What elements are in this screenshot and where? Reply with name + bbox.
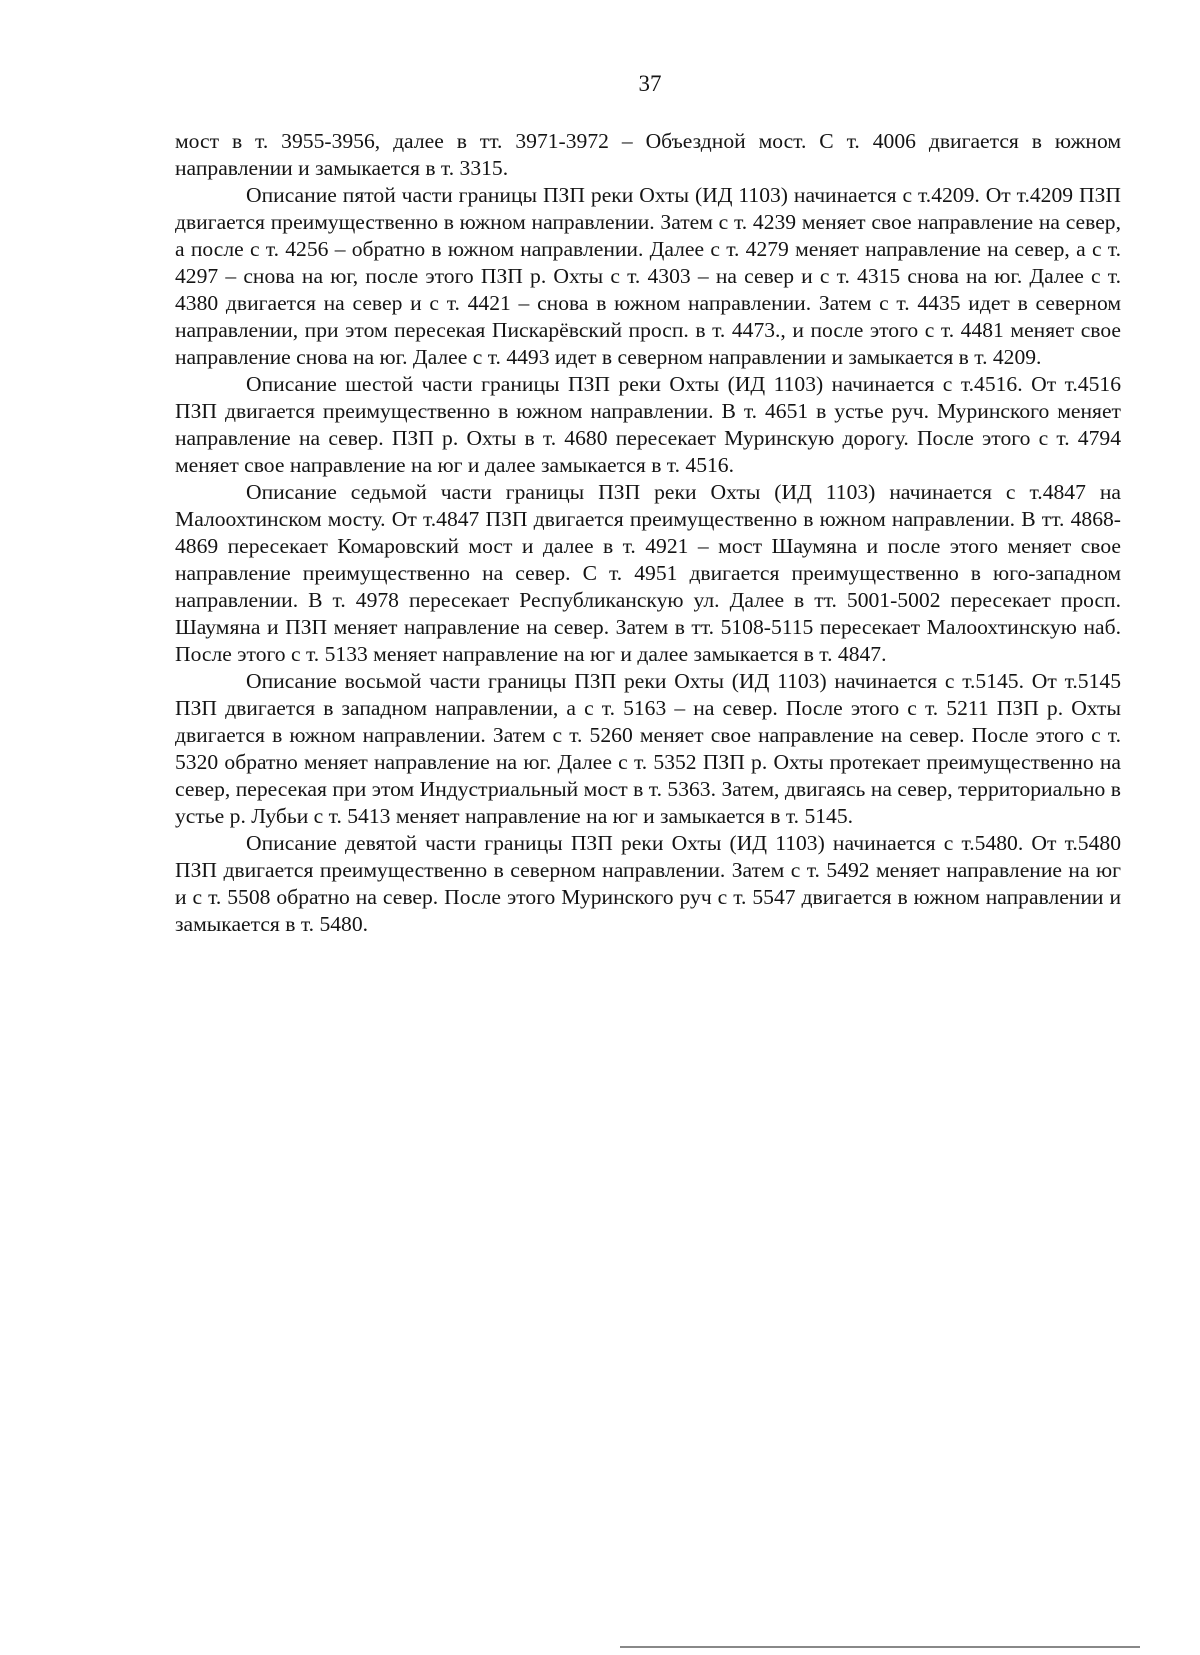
document-body [175, 128, 1121, 938]
paragraph-part-5: Описание пятой части границы ПЗП реки Охты (ИД 1103) начинается с т.4209. От т.4209 ПЗП двигается преимущественно в южном направлении. Затем с т. 4239 меняет свое направление на север, а после с т. 4256 – обратно в южном направлении. Далее с т. 4279 меняет направление на север, а с т. 4297 – снова на юг, после этого ПЗП р. Охты с т. 4303 – на север и с т. 4315 снова на юг. Далее с т. 4380 двигается на север и с т. 4421 – снова в южном направлении. Затем с т. 4435 идет в северном направлении, при этом пересекая Пискарёвский просп. в т. 4473., и после этого с т. 4481 меняет свое направление снова на юг. Далее с т. 4493 идет в северном направлении и замыкается в т. 4209. [175, 183, 1121, 369]
paragraph-part-6: Описание шестой части границы ПЗП реки Охты (ИД 1103) начинается с т.4516. От т.4516 ПЗП двигается преимущественно в южном направлении. В т. 4651 в устье руч. Муринского меняет направление на север. ПЗП р. Охты в т. 4680 пересекает Муринскую дорогу. После этого с т. 4794 меняет свое направление на юг и далее замыкается в т. 4516. [175, 372, 1121, 477]
footer-divider [620, 1646, 1140, 1648]
paragraph-part-8: Описание восьмой части границы ПЗП реки Охты (ИД 1103) начинается с т.5145. От т.5145 ПЗП двигается в западном направлении, а с т. 5163 – на север. После этого с т. 5211 ПЗП р. Охты двигается в южном направлении. Затем с т. 5260 меняет свое направление на север. После этого с т. 5320 обратно меняет направление на юг. Далее с т. 5352 ПЗП р. Охты протекает преимущественно на север, пересекая при этом Индустриальный мост в т. 5363. Затем, двигаясь на север, территориально в устье р. Лубьи с т. 5413 меняет направление на юг и замыкается в т. 5145. [175, 669, 1121, 828]
page-number: 37 [638, 71, 662, 96]
paragraph-continuation: мост в т. 3955-3956, далее в тт. 3971-3972 – Объездной мост. С т. 4006 двигается в южном направлении и замыкается в т. 3315. [175, 129, 1121, 180]
paragraph-part-7: Описание седьмой части границы ПЗП реки Охты (ИД 1103) начинается с т.4847 на Малоохтинском мосту. От т.4847 ПЗП двигается преимущественно в южном направлении. В тт. 4868-4869 пересекает Комаровский мост и далее в т. 4921 – мост Шаумяна и после этого меняет свое направление преимущественно на север. С т. 4951 двигается преимущественно в юго-западном направлении. В т. 4978 пересекает Республиканскую ул. Далее в тт. 5001-5002 пересекает просп. Шаумяна и ПЗП меняет направление на север. Затем в тт. 5108-5115 пересекает Малоохтинскую наб. После этого с т. 5133 меняет направление на юг и далее замыкается в т. 4847. [175, 480, 1121, 666]
paragraph-part-9: Описание девятой части границы ПЗП реки Охты (ИД 1103) начинается с т.5480. От т.5480 ПЗП двигается преимущественно в северном направлении. Затем с т. 5492 меняет направление на юг и с т. 5508 обратно на север. После этого Муринского руч с т. 5547 двигается в южном направлении и замыкается в т. 5480. [175, 831, 1121, 936]
